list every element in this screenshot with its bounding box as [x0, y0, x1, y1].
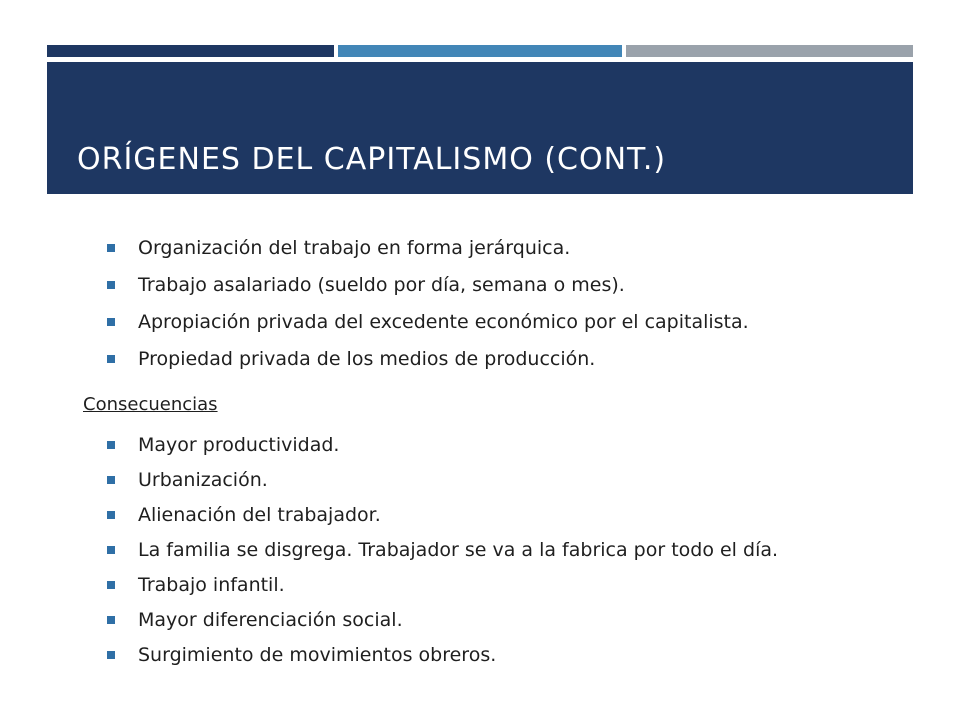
square-bullet-icon [107, 318, 115, 326]
list-item [105, 236, 905, 260]
square-bullet-icon [107, 441, 115, 449]
characteristics-list [105, 236, 905, 384]
accent-bar-gray [626, 45, 913, 57]
list-item-text: Apropiación privada del excedente económico por el capitalista. [138, 311, 749, 333]
square-bullet-icon [107, 281, 115, 289]
list-item [105, 608, 905, 632]
square-bullet-icon [107, 511, 115, 519]
list-item [105, 573, 905, 597]
square-bullet-icon [107, 581, 115, 589]
list-item [105, 347, 905, 371]
list-item-text: Organización del trabajo en forma jerárquica. [138, 237, 571, 259]
list-item-text: Urbanización. [138, 469, 268, 491]
square-bullet-icon [107, 616, 115, 624]
list-item-text: Propiedad privada de los medios de producción. [138, 348, 596, 370]
list-item [105, 503, 905, 527]
square-bullet-icon [107, 244, 115, 252]
square-bullet-icon [107, 546, 115, 554]
accent-bar-navy [47, 45, 334, 57]
list-item-text: Mayor diferenciación social. [138, 609, 403, 631]
square-bullet-icon [107, 355, 115, 363]
list-item-text: Trabajo asalariado (sueldo por día, semana o mes). [138, 274, 625, 296]
list-item [105, 468, 905, 492]
list-item [105, 433, 905, 457]
consequences-list [105, 433, 905, 678]
square-bullet-icon [107, 476, 115, 484]
accent-bar-blue [338, 45, 622, 57]
slide-title: ORÍGENES DEL CAPITALISMO (CONT.) [77, 142, 667, 177]
square-bullet-icon [107, 651, 115, 659]
list-item-text: Trabajo infantil. [138, 574, 285, 596]
list-item-text: Mayor productividad. [138, 434, 340, 456]
list-item-text: Surgimiento de movimientos obreros. [138, 644, 497, 666]
list-item [105, 643, 905, 667]
list-item [105, 273, 905, 297]
list-item [105, 538, 905, 562]
consequences-heading: Consecuencias [83, 394, 218, 415]
list-item [105, 310, 905, 334]
title-band [47, 62, 913, 194]
list-item-text: La familia se disgrega. Trabajador se va a la fabrica por todo el día. [138, 539, 779, 561]
list-item-text: Alienación del trabajador. [138, 504, 381, 526]
